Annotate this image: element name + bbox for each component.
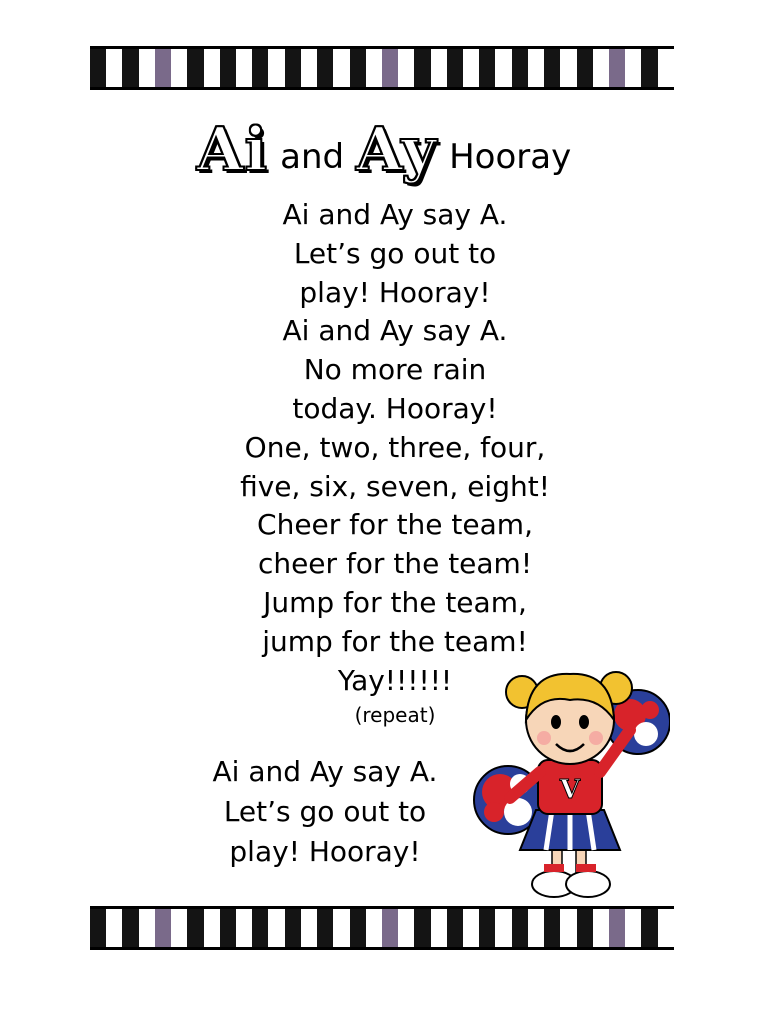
border-square [106, 49, 122, 87]
border-square [625, 909, 641, 947]
poem-line: cheer for the team! [257, 547, 533, 581]
border-square [204, 49, 220, 87]
border-square [512, 49, 528, 87]
border-square [447, 49, 463, 87]
poem-line: No more rain [303, 353, 487, 387]
border-square [236, 909, 252, 947]
border-square [171, 49, 187, 87]
title-ay: Ay [356, 115, 438, 185]
border-square [414, 49, 430, 87]
border-square [122, 909, 138, 947]
border-square [317, 49, 333, 87]
border-square [317, 909, 333, 947]
border-square [155, 49, 171, 87]
border-square [382, 49, 398, 87]
border-square [236, 49, 252, 87]
border-square [641, 49, 657, 87]
poem-line: jump for the team! [262, 624, 528, 658]
border-square [301, 909, 317, 947]
title-ai: Ai [196, 115, 269, 185]
title-and: and [280, 137, 345, 177]
border-square [220, 909, 236, 947]
border-square [333, 909, 349, 947]
border-square [560, 49, 576, 87]
border-square [577, 49, 593, 87]
border-square [333, 49, 349, 87]
border-square [528, 49, 544, 87]
border-square [252, 909, 268, 947]
title-hooray: Hooray [449, 137, 572, 177]
border-square [528, 909, 544, 947]
border-square [479, 49, 495, 87]
border-square [139, 49, 155, 87]
border-square [609, 49, 625, 87]
poem-line: One, two, three, four, [244, 430, 546, 464]
bottom-checkered-border [90, 906, 674, 950]
border-square [658, 909, 674, 947]
poem-line: Yay!!!!!! [337, 663, 453, 697]
border-square [431, 909, 447, 947]
poem-line: play! Hooray! [229, 835, 421, 868]
border-square [366, 909, 382, 947]
border-square [447, 909, 463, 947]
border-square [593, 909, 609, 947]
border-square [382, 909, 398, 947]
border-square [593, 49, 609, 87]
poem-line: Let’s go out to [223, 795, 427, 828]
cheerleader-illustration [470, 660, 670, 905]
border-square [285, 49, 301, 87]
border-square [495, 909, 511, 947]
top-checkered-border [90, 46, 674, 90]
border-square [463, 909, 479, 947]
border-square [139, 909, 155, 947]
border-square [544, 909, 560, 947]
poem-line: Cheer for the team, [257, 508, 533, 542]
poem-line: play! Hooray! [299, 275, 491, 309]
border-square [398, 909, 414, 947]
shirt-letter: V [559, 775, 581, 805]
border-square [268, 49, 284, 87]
border-square [366, 49, 382, 87]
poem-line: Ai and Ay say A. [282, 198, 508, 231]
border-square [350, 49, 366, 87]
page-title [0, 100, 768, 185]
border-square [398, 49, 414, 87]
poem-line: five, six, seven, eight! [240, 469, 550, 503]
border-square [204, 909, 220, 947]
border-square [187, 49, 203, 87]
border-square [187, 909, 203, 947]
border-square [414, 909, 430, 947]
border-square [431, 49, 447, 87]
border-square [495, 49, 511, 87]
poem-line: Ai and Ay say A. [282, 314, 508, 348]
border-square [285, 909, 301, 947]
border-square [301, 49, 317, 87]
border-square [658, 49, 674, 87]
border-square [90, 49, 106, 87]
border-square [577, 909, 593, 947]
border-square [641, 909, 657, 947]
border-square [268, 909, 284, 947]
poem-line: Jump for the team, [263, 585, 527, 619]
border-square [625, 49, 641, 87]
border-square [155, 909, 171, 947]
repeat-note: (repeat) [354, 703, 436, 727]
border-square [479, 909, 495, 947]
border-square [512, 909, 528, 947]
border-square [609, 909, 625, 947]
border-square [171, 909, 187, 947]
border-square [220, 49, 236, 87]
border-square [544, 49, 560, 87]
border-square [90, 909, 106, 947]
border-square [560, 909, 576, 947]
border-square [463, 49, 479, 87]
poem-line: today. Hooray! [292, 391, 498, 425]
poem-line: Let’s go out to [293, 236, 497, 270]
border-square [122, 49, 138, 87]
poem-closing-verse [160, 752, 490, 872]
poem-line: Ai and Ay say A. [212, 755, 438, 788]
border-square [106, 909, 122, 947]
poem-verse [120, 196, 670, 700]
border-square [252, 49, 268, 87]
border-square [350, 909, 366, 947]
